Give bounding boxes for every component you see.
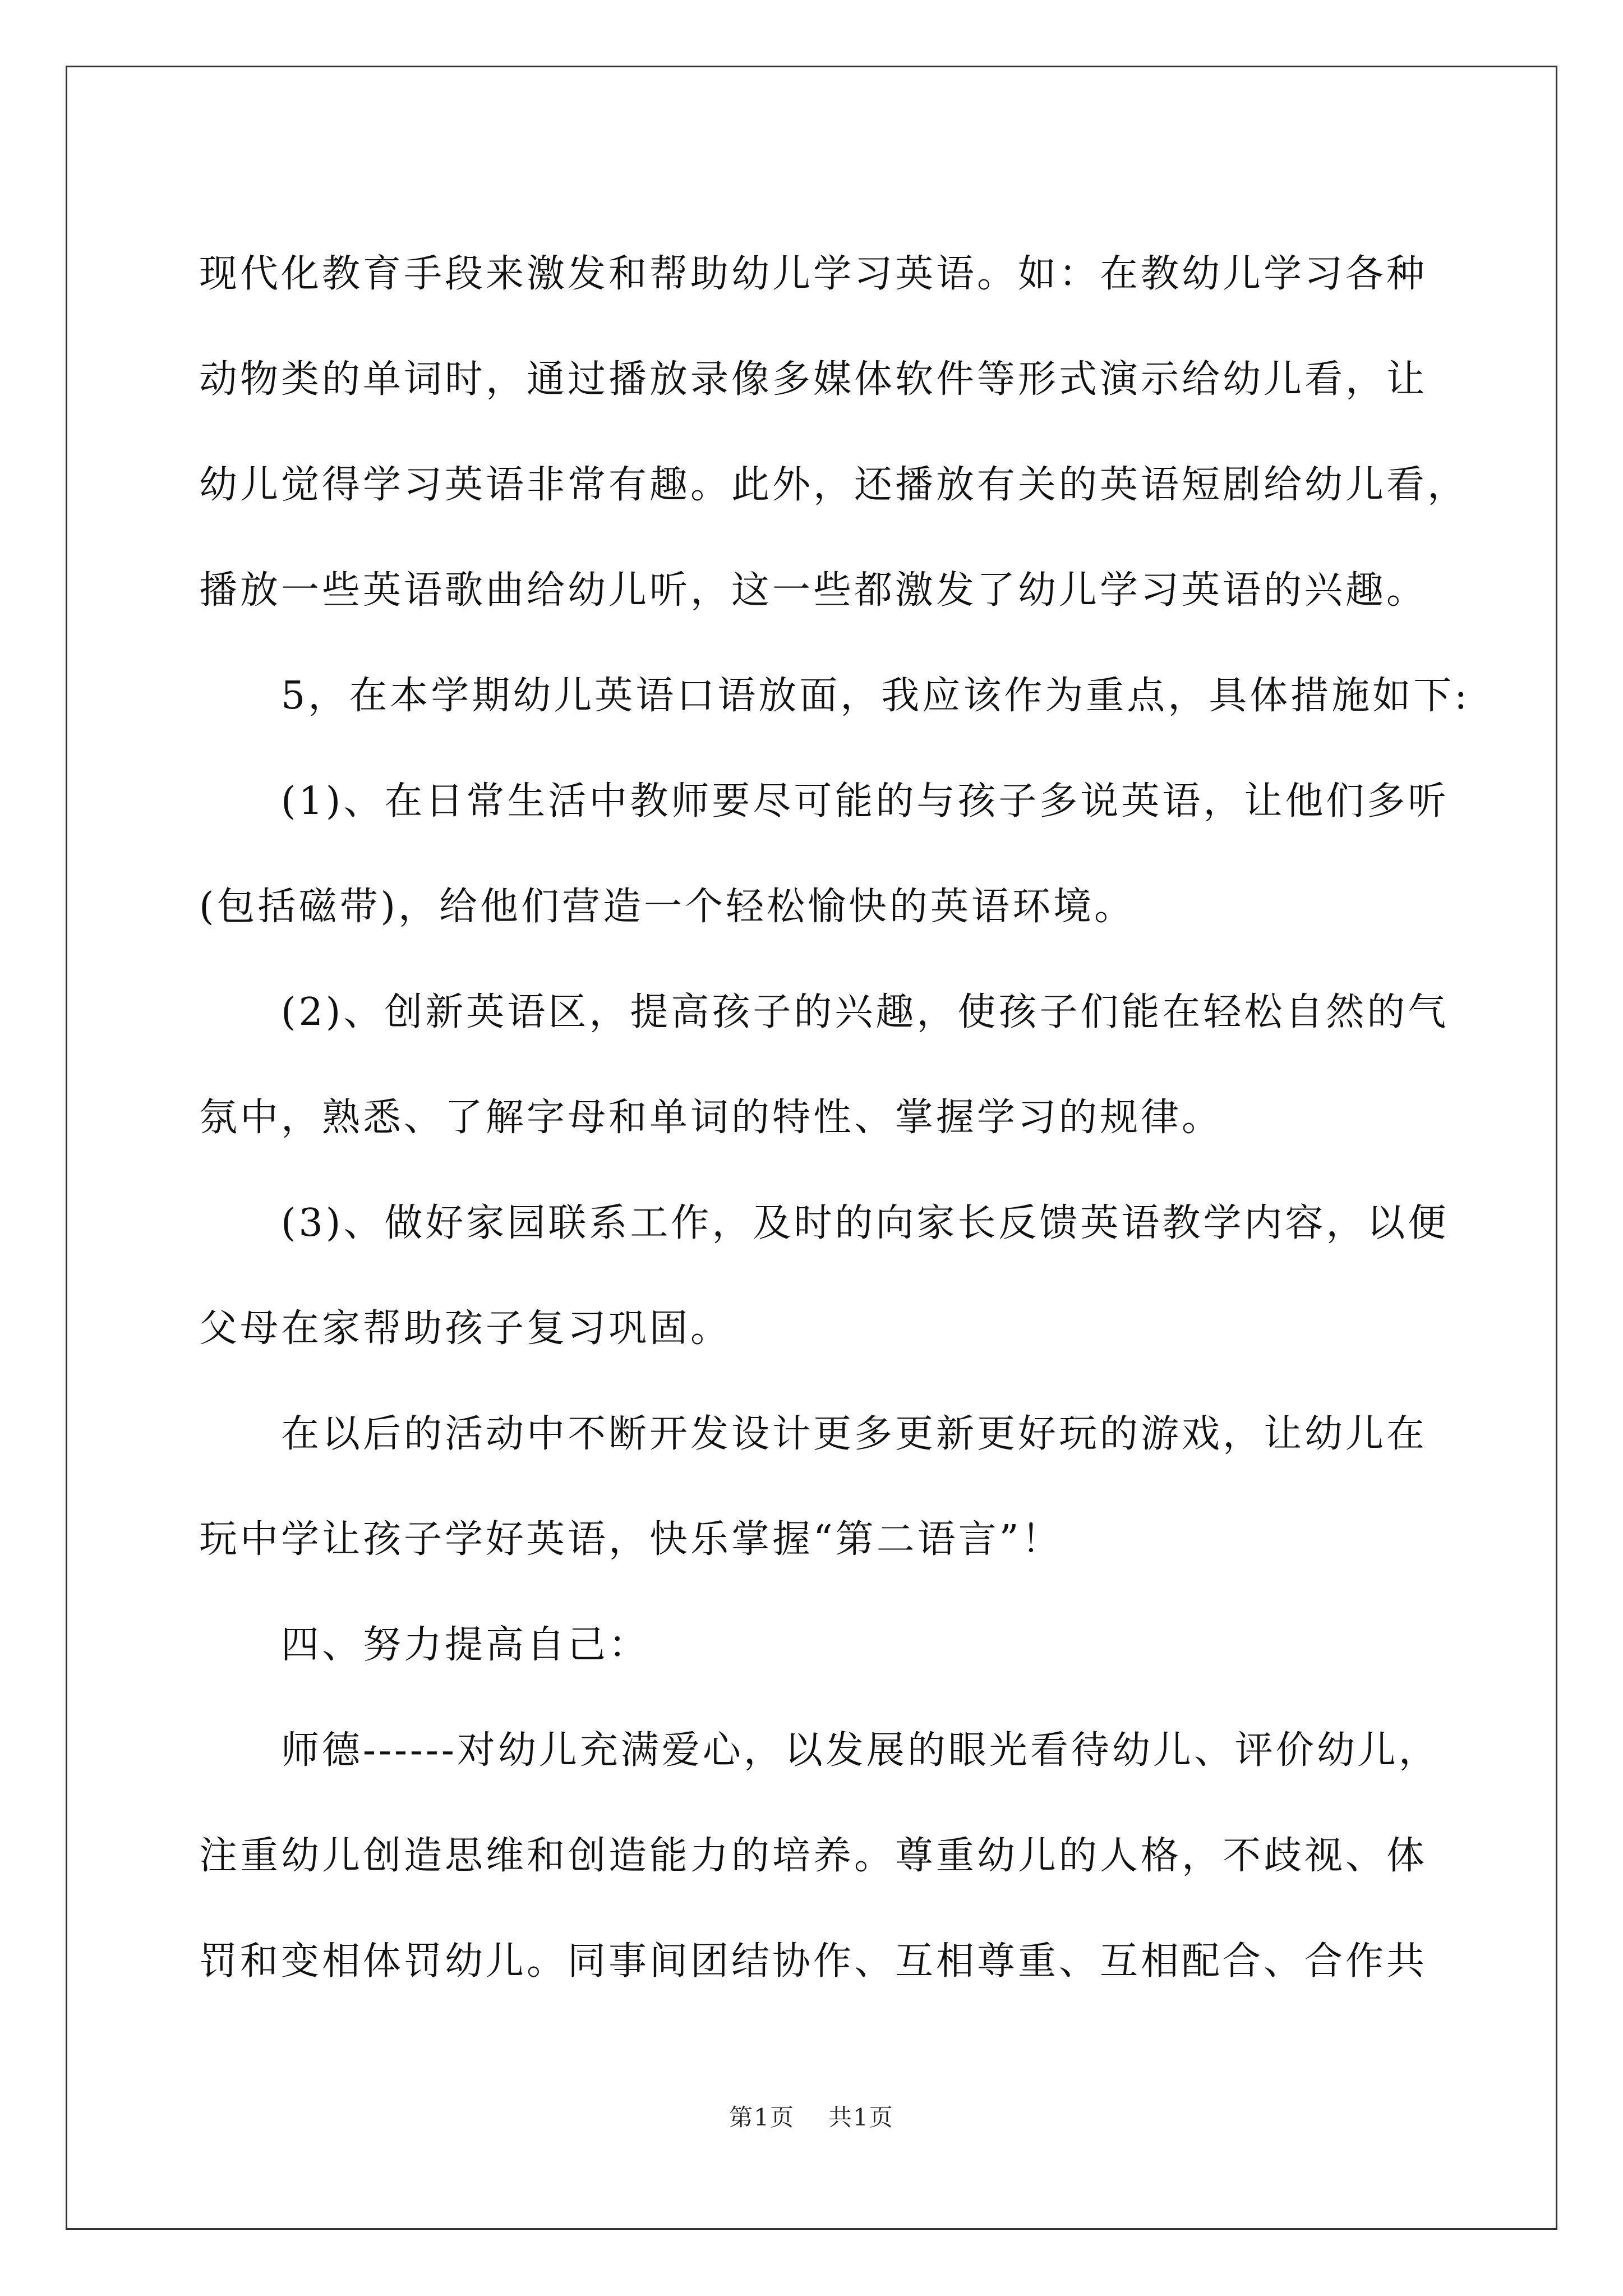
text-line: (2)、创新英语区，提高孩子的兴趣，使孩子们能在轻松自然的气 — [281, 990, 1449, 1034]
text-line: 父母在家帮助孩子复习巩固。 — [199, 1306, 732, 1351]
text-line: 氛中，熟悉、了解字母和单词的特性、掌握学习的规律。 — [199, 1096, 1223, 1140]
text-line: (包括磁带)，给他们营造一个轻松愉快的英语环境。 — [199, 885, 1136, 929]
text-line: 动物类的单词时，通过播放录像多媒体软件等形式演示给幼儿看，让 — [199, 357, 1428, 402]
text-line: 播放一些英语歌曲给幼儿听，这一些都激发了幼儿学习英语的兴趣。 — [199, 568, 1428, 613]
page-number: 第1页 — [729, 2104, 795, 2131]
document-body — [199, 222, 1470, 2014]
text-line: 注重幼儿创造思维和创造能力的培养。尊重幼儿的人格，不歧视、体 — [199, 1834, 1428, 1878]
text-line: 罚和变相体罚幼儿。同事间团结协作、互相尊重、互相配合、合作共 — [199, 1939, 1428, 1984]
text-line: 5，在本学期幼儿英语口语放面，我应该作为重点，具体措施如下: — [281, 674, 1470, 718]
text-line: 幼儿觉得学习英语非常有趣。此外，还播放有关的英语短剧给幼儿看， — [199, 463, 1469, 507]
text-line: (3)、做好家园联系工作，及时的向家长反馈英语教学内容，以便 — [281, 1201, 1449, 1245]
text-line: (1)、在日常生活中教师要尽可能的与孩子多说英语，让他们多听 — [281, 779, 1449, 823]
page-footer — [0, 2099, 1623, 2133]
text-line: 师德------对幼儿充满爱心，以发展的眼光看待幼儿、评价幼儿， — [281, 1728, 1440, 1773]
text-line: 现代化教育手段来激发和帮助幼儿学习英语。如：在教幼儿学习各种 — [199, 252, 1428, 296]
text-line: 玩中学让孩子学好英语，快乐掌握“第二语言”！ — [199, 1517, 1063, 1562]
page-total: 共1页 — [828, 2104, 894, 2131]
text-line: 四、努力提高自己： — [281, 1623, 650, 1667]
text-line: 在以后的活动中不断开发设计更多更新更好玩的游戏，让幼儿在 — [281, 1412, 1428, 1456]
